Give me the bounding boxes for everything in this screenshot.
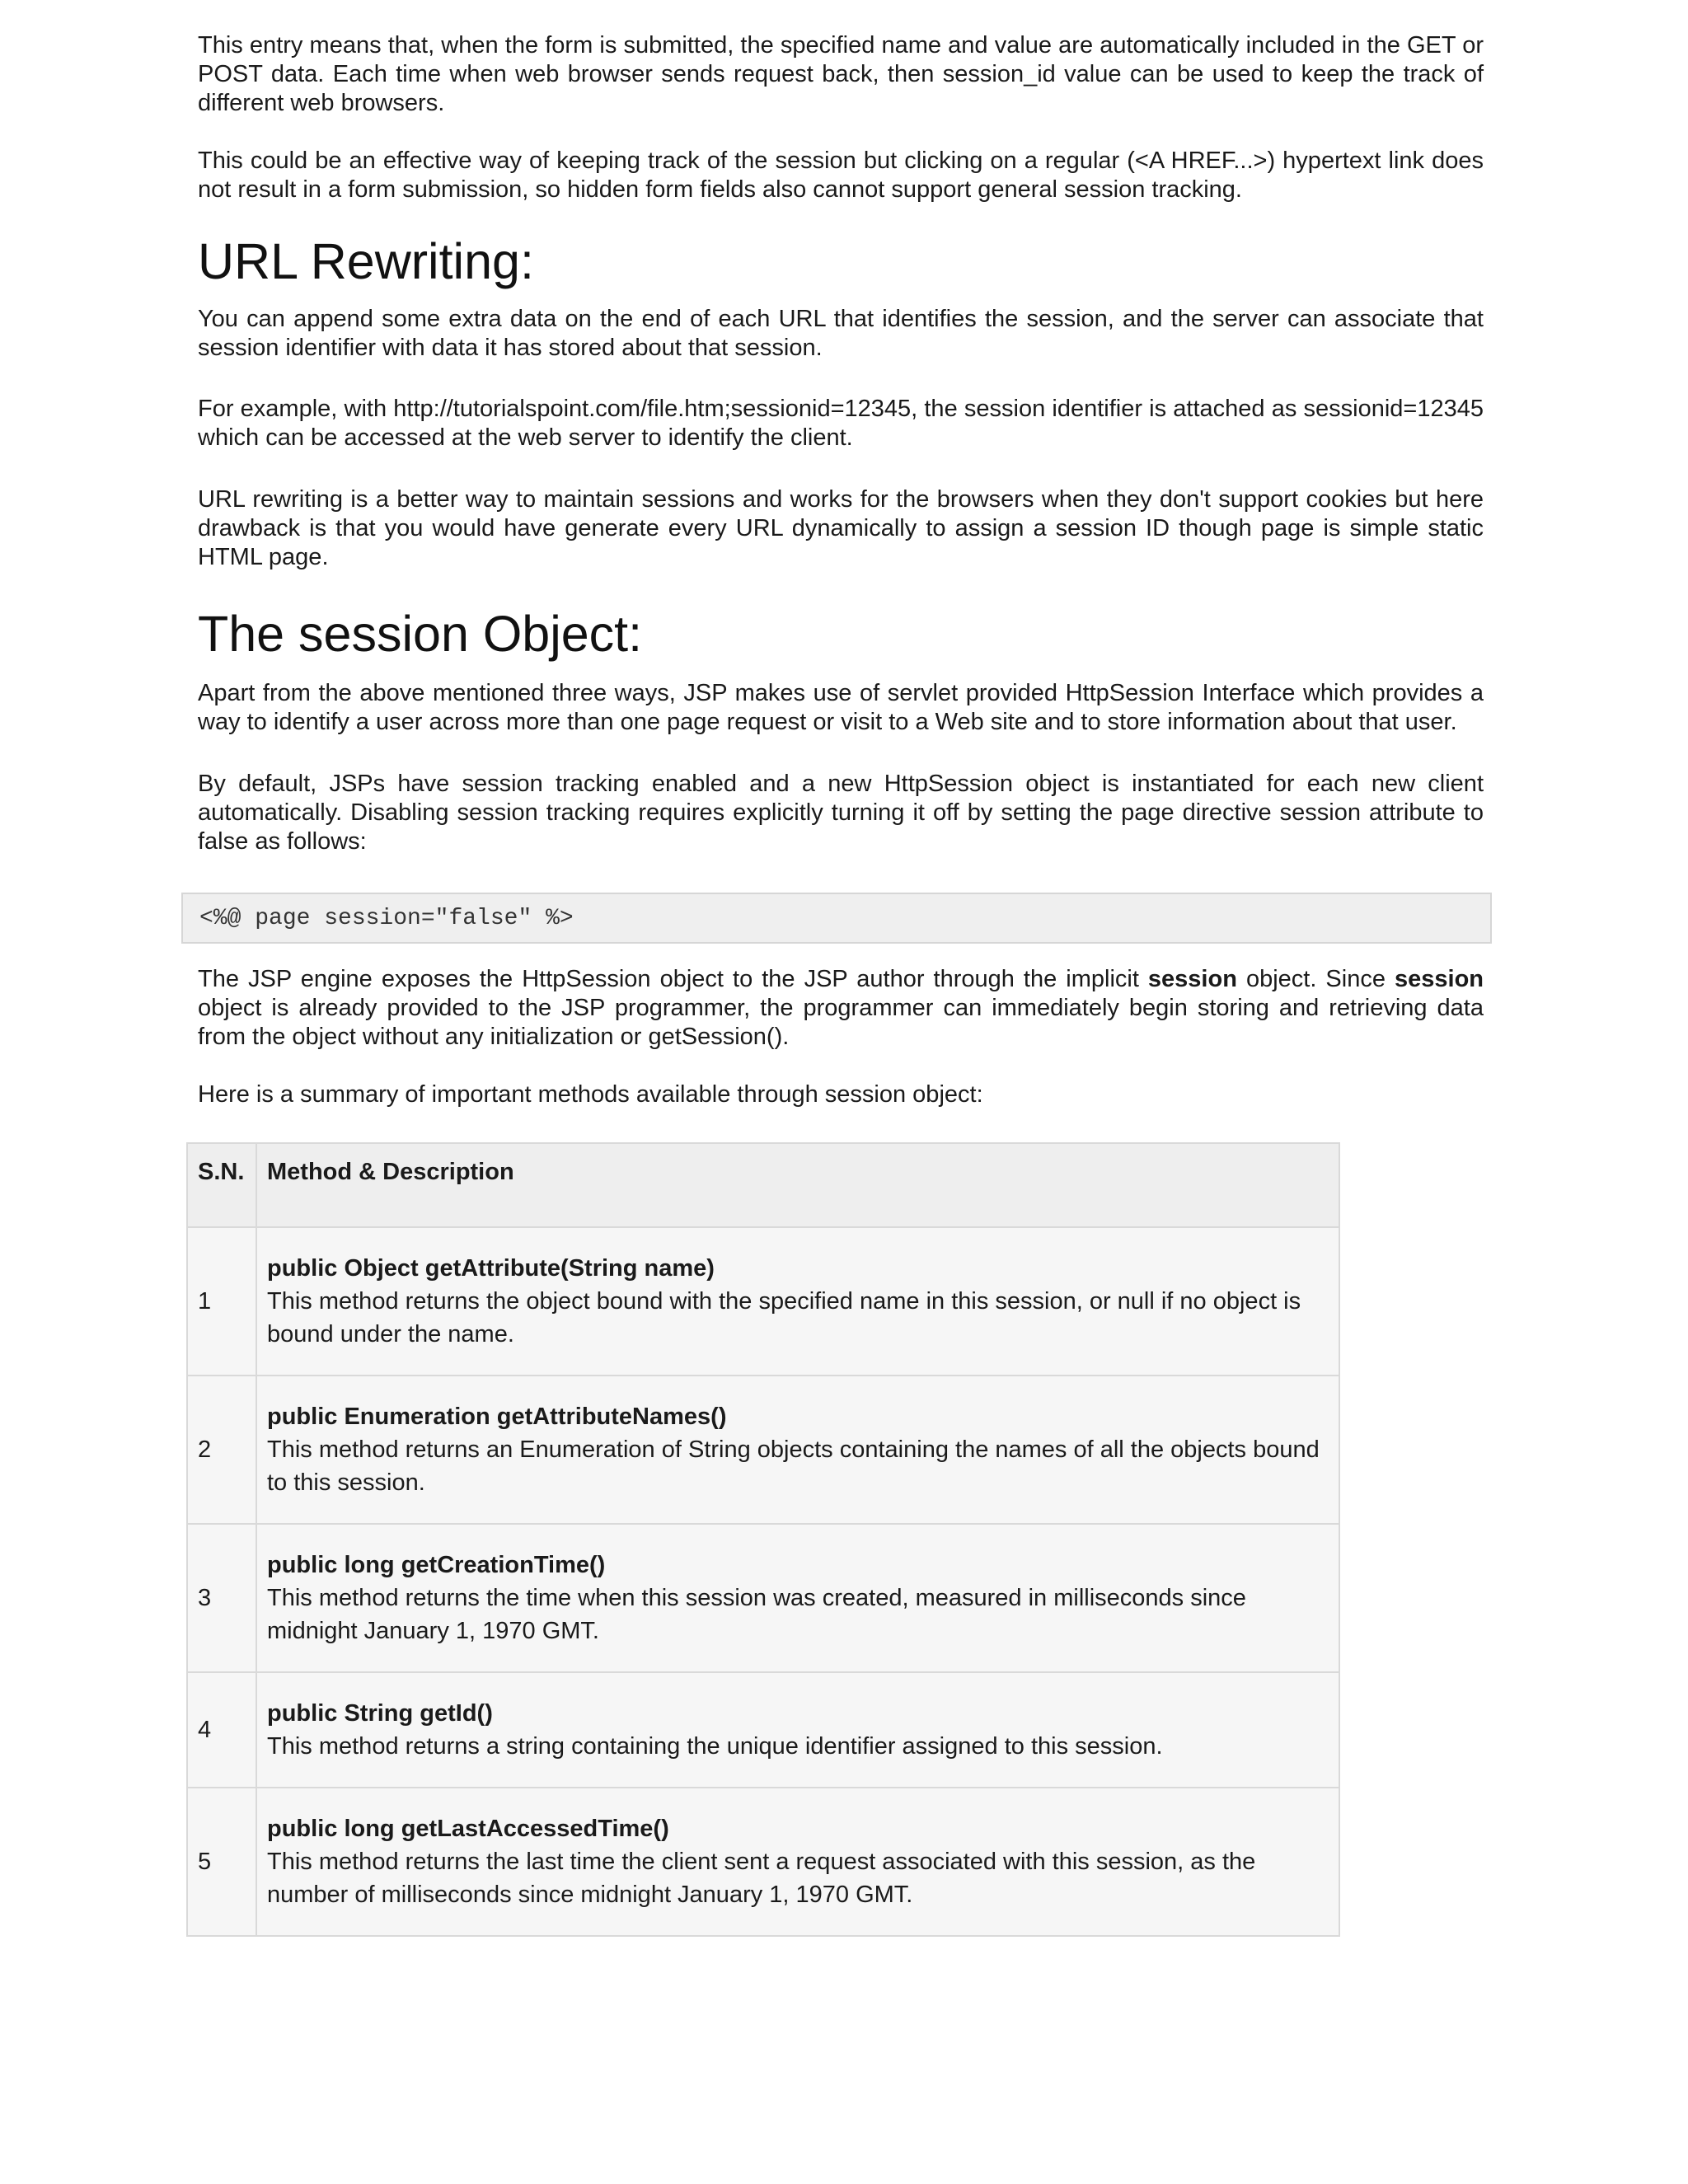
method-name: public long getLastAccessedTime(): [267, 1816, 669, 1842]
cell-sn: 1: [187, 1227, 256, 1376]
session-methods-table: [186, 1142, 1340, 1937]
cell-method: [256, 1227, 1339, 1376]
cell-sn: 3: [187, 1524, 256, 1672]
table-row: [187, 1227, 1339, 1376]
paragraph-httpsession-intro: Apart from the above mentioned three ways, JSP makes use of servlet provided HttpSession Interface which provides a way to identify a user across more than one page request or visit to a Web site and to store information about that user.: [198, 680, 1484, 735]
paragraph-implicit-session: [198, 965, 1484, 1052]
code-page-directive: <%@ page session="false" %>: [199, 905, 574, 931]
cell-sn: 5: [187, 1788, 256, 1936]
cell-sn: 4: [187, 1672, 256, 1788]
page-content: [198, 31, 1484, 1937]
method-description: This method returns an Enumeration of String objects containing the names of all the objects bound to this session.: [267, 1436, 1320, 1496]
method-name: public Enumeration getAttributeNames(): [267, 1404, 727, 1430]
table-header-row: [187, 1143, 1339, 1227]
paragraph-session-default: By default, JSPs have session tracking enabled and a new HttpSession object is instantiated for each new client automatically. Disabling session tracking requires explicitly turning it off by setting the page directive session attribute to false as follows:: [198, 771, 1484, 855]
paragraph-url-append: You can append some extra data on the end of each URL that identifies the session, and the server can associate that session identifier with data it has stored about that session.: [198, 306, 1484, 361]
cell-method: [256, 1376, 1339, 1524]
paragraph-url-drawback: URL rewriting is a better way to maintain sessions and works for the browsers when they don't support cookies but here drawback is that you would have generate every URL dynamically to assign a session ID though page is simple static HTML page.: [198, 486, 1484, 570]
paragraph-hidden-fields-limitation: This could be an effective way of keeping track of the session but clicking on a regular (<A HREF...>) hypertext link does not result in a form submission, so hidden form fields also cannot support general session tracking.: [198, 148, 1484, 203]
table-row: [187, 1672, 1339, 1788]
method-description: This method returns the last time the client sent a request associated with this session, as the number of milliseconds since midnight January 1, 1970 GMT.: [267, 1849, 1256, 1908]
code-block: [181, 893, 1492, 944]
header-method-description: Method & Description: [256, 1143, 1339, 1227]
paragraph-url-example: For example, with http://tutorialspoint.com/file.htm;sessionid=12345, the session identifier is attached as sessionid=12345 which can be accessed at the web server to identify the client.: [198, 396, 1484, 451]
bold-session-keyword: session: [1395, 966, 1484, 992]
paragraph-methods-summary: Here is a summary of important methods available through session object:: [198, 1081, 983, 1108]
method-name: public Object getAttribute(String name): [267, 1255, 715, 1282]
cell-method: [256, 1788, 1339, 1936]
paragraph-hidden-fields-entry: This entry means that, when the form is submitted, the specified name and value are automatically included in the GET or POST data. Each time when web browser sends request back, then session_id value can be used to keep the track of different web browsers.: [198, 32, 1484, 116]
method-name: public String getId(): [267, 1700, 493, 1727]
cell-method: [256, 1524, 1339, 1672]
header-sn: S.N.: [187, 1143, 256, 1227]
bold-session-keyword: session: [1147, 966, 1237, 992]
cell-method: [256, 1672, 1339, 1788]
text-segment: object. Since: [1236, 966, 1395, 992]
method-description: This method returns the time when this session was created, measured in milliseconds since midnight January 1, 1970 GMT.: [267, 1585, 1246, 1644]
text-segment: The JSP engine exposes the HttpSession object to the JSP author through the implicit: [198, 966, 1148, 992]
table-row: [187, 1788, 1339, 1936]
method-name: public long getCreationTime(): [267, 1552, 606, 1578]
method-description: This method returns a string containing the unique identifier assigned to this session.: [267, 1733, 1163, 1760]
heading-session-object: The session Object:: [198, 606, 643, 662]
cell-sn: 2: [187, 1376, 256, 1524]
table-row: [187, 1524, 1339, 1672]
text-segment: object is already provided to the JSP programmer, the programmer can immediately begin storing and retrieving data from the object without any initialization or getSession().: [198, 995, 1484, 1050]
heading-url-rewriting: URL Rewriting:: [198, 233, 534, 289]
table-row: [187, 1376, 1339, 1524]
method-description: This method returns the object bound with the specified name in this session, or null if no object is bound under the name.: [267, 1288, 1301, 1347]
